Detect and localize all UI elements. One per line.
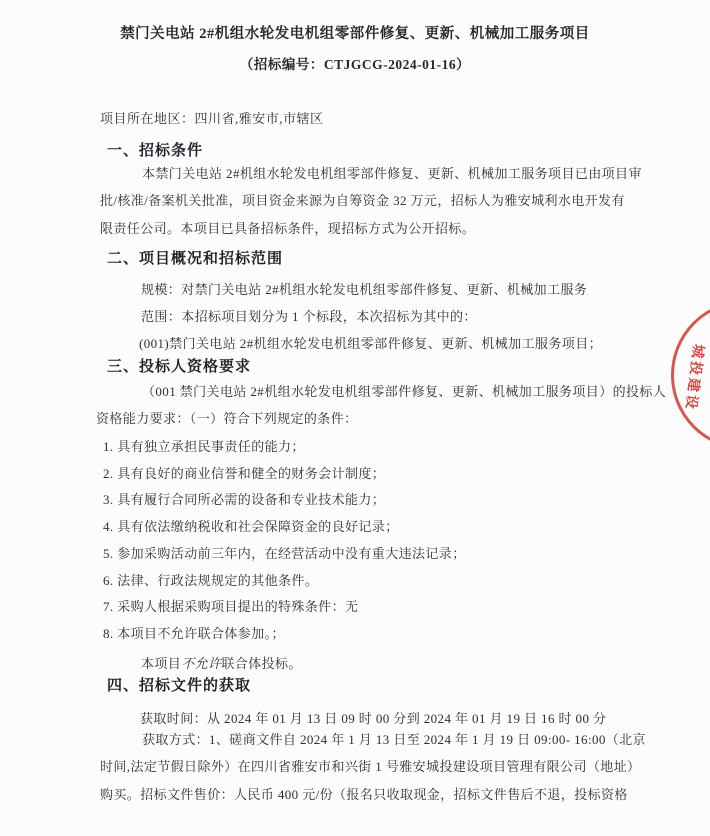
paragraph-line: 资格能力要求：（一）符合下列规定的条件： bbox=[96, 411, 358, 427]
paragraph-line: 限责任公司。本项目已具备招标条件，现招标方式为公开招标。 bbox=[100, 220, 476, 236]
paragraph-line: 时间,法定节假日除外）在四川省雅安市和兴街 1 号雅安城投建设项目管理有限公司（地址） bbox=[100, 759, 641, 775]
section-2-heading: 二、项目概况和招标范围 bbox=[107, 251, 284, 267]
qualification-item: 6. 法律、行政法规规定的其他条件。 bbox=[103, 572, 319, 588]
qualification-item: 8. 本项目不允许联合体参加。； bbox=[103, 625, 285, 641]
bidder-qualification-intro bbox=[96, 378, 667, 433]
qualification-items bbox=[103, 434, 623, 648]
section-3-heading: 三、投标人资格要求 bbox=[107, 359, 252, 375]
qualification-item: 1. 具有独立承担民事责任的能力； bbox=[103, 439, 305, 454]
jv-restriction-note bbox=[141, 653, 302, 672]
section-4-heading: 四、招标文件的获取 bbox=[107, 678, 252, 694]
paragraph-line: 购买。招标文件售价：人民币 400 元/份（报名只收取现金，招标文件售后不退，投标资格 bbox=[100, 786, 628, 802]
section-1-heading: 一、招标条件 bbox=[107, 143, 204, 159]
paragraph-line: 获取方式：1、磋商文件自 2024 年 1 月 13 日至 2024 年 1 月 19 日 09:00- 16:00（北京 bbox=[142, 732, 646, 747]
project-scope-line: 范围：本招标项目划分为 1 个标段，本次招标为其中的： bbox=[141, 309, 477, 324]
jv-note-prefix: 本项目 bbox=[141, 656, 182, 671]
obtain-time-line: 获取时间：从 2024 年 01 月 13 日 09 时 00 分到 2024 年 01 月 19 日 16 时 00 分 bbox=[140, 711, 607, 726]
stamp-text: 城投建设 bbox=[681, 343, 706, 413]
paragraph-line: 本禁门关电站 2#机组水轮发电机组零部件修复、更新、机械加工服务项目已由项目审 bbox=[142, 166, 642, 181]
paragraph-line: （001 禁门关电站 2#机组水轮发电机组零部件修复、更新、机械加工服务项目）的投标人 bbox=[142, 384, 667, 399]
lot-line: (001)禁门关电站 2#机组水轮发电机组零部件修复、更新、机械加工服务项目； bbox=[139, 336, 603, 351]
qualification-item: 3. 具有履行合同所必需的设备和专业技术能力； bbox=[103, 492, 386, 508]
project-scale-line: 规模：对禁门关电站 2#机组水轮发电机组零部件修复、更新、机械加工服务 bbox=[141, 282, 588, 297]
project-location-line: 项目所在地区：四川省,雅安市,市辖区 bbox=[100, 111, 324, 126]
jv-note-not-allowed: 不允许 bbox=[181, 656, 222, 671]
qualification-item: 2. 具有良好的商业信誉和健全的财务会计制度； bbox=[103, 465, 386, 481]
document-title: 禁门关电站 2#机组水轮发电机组零部件修复、更新、机械加工服务项目 bbox=[120, 26, 590, 42]
paragraph-line: 批/核准/备案机关批准，项目资金来源为自筹资金 32 万元，招标人为雅安城利水电开发有 bbox=[100, 193, 625, 209]
tender-number-line: （招标编号：CTJGCG-2024-01-16） bbox=[239, 57, 471, 72]
jv-note-suffix: 联合体投标。 bbox=[221, 656, 302, 671]
qualification-item: 5. 参加采购活动前三年内，在经营活动中没有重大违法记录； bbox=[103, 545, 466, 561]
obtain-method-paragraph bbox=[100, 726, 646, 808]
section-1-paragraph bbox=[100, 160, 642, 242]
qualification-item: 4. 具有依法缴纳税收和社会保障资金的良好记录； bbox=[103, 519, 399, 535]
qualification-item: 7. 采购人根据采购项目提出的特殊条件：无 bbox=[103, 599, 359, 615]
